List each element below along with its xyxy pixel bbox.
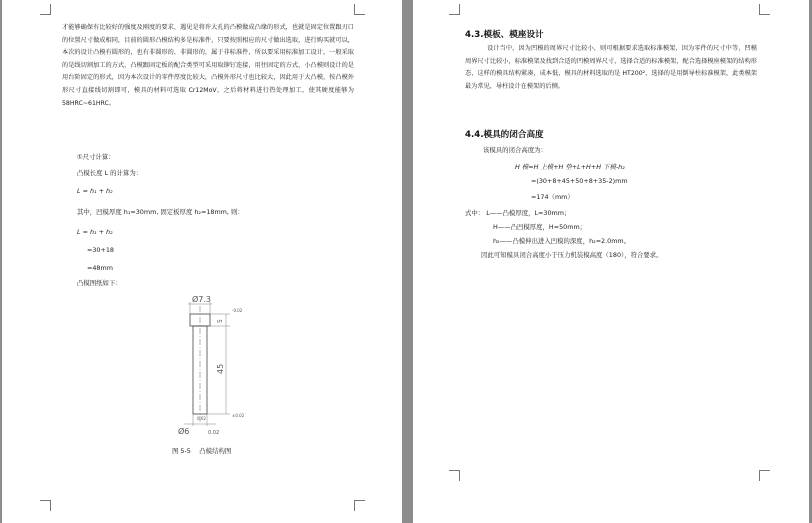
tolerance-top: 0.02 [197,416,206,421]
body-line: 凸模长度 L 的计算为： [77,169,143,177]
body-line: 因此可知模具闭合高度小于压力机装模高度（180），符合要求。 [481,251,663,259]
body-paragraph: 设计当中，因为凹模的周界尺寸比较小，则可根据要求选取标准模架，因为零件的尺寸中等，凹模周界尺寸比较小，标准模架及找到合适的凹模周界尺寸，选择合适的标准模架，配合选择模座模架的结构形态，这样的模具结构紧凑，成本低，模具的材料选取的是 HT200²，选择的是用倒导柱标准模架，此类模架最为常见，导柱设计在模架的后侧。 [465,45,757,90]
variable-definition: H——凸凹模厚度，H=50mm； [493,223,587,231]
list-item: ①尺寸计算： [77,153,115,161]
formula: L = h₁ + h₂ [77,228,113,236]
section-heading: 4.3.模板、模座设计 [465,30,544,40]
calculation-line: =48mm [87,264,113,272]
crop-mark [759,470,770,481]
calculation-line: =174（mm） [531,193,574,201]
document-page-left [2,0,402,523]
dimension-head-height: 5 [217,319,224,323]
body-line: 凸模图纸如下： [77,279,122,287]
variable-definition: 式中： L——凸模厚度，L=30mm； [465,209,571,217]
dimension-body-length: 45 [216,363,225,374]
crop-mark [40,4,51,15]
crop-mark [449,470,460,481]
section-heading: 4.4.模具的闭合高度 [465,130,544,140]
crop-mark [40,500,51,511]
crop-mark [449,4,460,15]
formula: L = h₁ + h₂ [77,187,113,195]
crop-mark [354,4,365,15]
punch-structure-diagram [170,292,260,442]
calculation-line: =(30+8+45+50+8+35-2)mm [531,177,628,185]
dimension-bottom-diameter: Ø6 [178,427,190,436]
variable-definition: h₂——凸模伸出进入凹模的深度，h₂=2.0mm。 [493,237,631,245]
crop-mark [759,4,770,15]
tolerance-label-mid: ±0.02 [232,413,245,418]
formula: H 模=H 上模+H 垫+L+H+H 下模-h₂ [515,163,625,171]
tolerance-label-top: -0.02 [232,308,243,313]
body-line: 其中，凹模厚度 h₁=30mm, 固定板厚度 h₂=18mm, 则： [77,208,244,216]
calculation-line: =30+18 [87,246,114,254]
dimension-top-diameter: Ø7.3 [192,295,212,304]
document-page-right [413,0,809,523]
crop-mark [354,500,365,511]
figure-caption: 图 5-5 凸模结构图 [172,447,232,455]
body-paragraph: 才能够确保有比较好的强度及刚度的要求，遇见是将许大孔的凸模做成凸缘的形式，也就是固定位置跟刃口的位置尺寸做成相同，目前的圆形凸模结构多是标准件，只要按照相应的尺寸做出选取，进行购买就可以，本次的设计凸模有圆形的，也有非圆形的，非圆形的，属于非标准件，所以要采用标准加工设计，一般采取的是线切割加工的方式，凸模跟固定板的配合类型可采用取铆钉连接，用往固定的方式，小凸模则设计的是用台阶固定的形式，因为本次设计的零件厚度比较大，凸模外形尺寸也比较大，因此用于大凸模，按凸模外形尺寸直接线切割即可，模具的材料可选取 Cr12MoV，之后将材料进行热处理加工，使其硬度能够为 58HRC~61HRC。 [62,24,354,107]
body-line: 该模具的闭合高度为： [483,146,547,154]
tolerance-bottom: 0.02 [208,430,220,436]
